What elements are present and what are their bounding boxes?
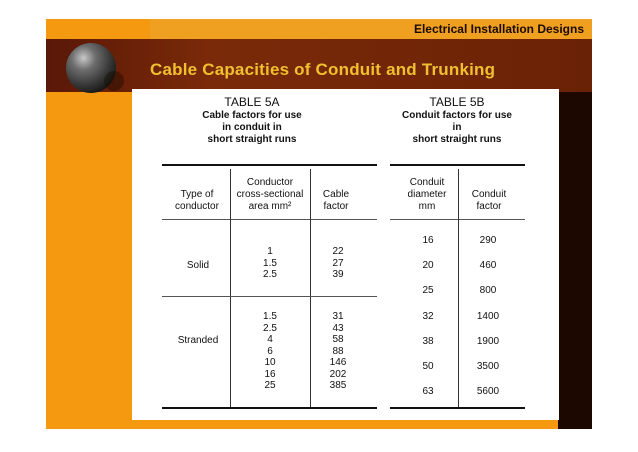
type-stranded: Stranded (177, 335, 219, 346)
conduit-factor-5: 1900 (476, 336, 500, 347)
conduit-factor-1: 290 (479, 235, 497, 246)
header-cable-factor-1: Cable (322, 189, 350, 200)
table-5a-title: TABLE 5A (224, 95, 280, 109)
stranded-factor-values (320, 311, 356, 392)
solid-factor-2: 27 (332, 257, 344, 269)
table-5b-bottom-rule (390, 407, 525, 409)
solid-factor-3: 39 (332, 269, 344, 280)
stranded-area-1: 1.5 (263, 311, 277, 322)
diameter-1: 16 (422, 235, 434, 246)
table-5a-bottom-rule (162, 407, 377, 409)
globe-shadow (104, 71, 124, 91)
stranded-factor-1: 31 (332, 311, 344, 322)
table-5b-top-rule (390, 164, 525, 166)
table-5b-subtitle-1: Conduit factors for use (401, 110, 512, 121)
stranded-factor-7: 385 (329, 380, 347, 391)
stranded-area-3: 4 (267, 334, 273, 345)
header-area-2: cross-sectional (236, 189, 304, 200)
table-5b-subtitle-3: short straight runs (412, 134, 502, 145)
header-diameter-1: Conduit (409, 177, 445, 188)
header-conduit-factor-1: Conduit (471, 189, 507, 200)
solid-area-values (252, 246, 288, 281)
stranded-area-6: 16 (264, 368, 276, 380)
header-cable-factor-2: factor (323, 201, 349, 212)
stranded-factor-5: 146 (329, 357, 347, 368)
diameter-7: 63 (422, 386, 434, 397)
header-diameter-2: diameter (407, 189, 447, 200)
table-5a-col-separator-1 (230, 169, 231, 407)
table-5a-col-separator-2 (310, 169, 311, 407)
header-title: Electrical Installation Designs (413, 22, 584, 36)
stranded-factor-6: 202 (329, 368, 347, 380)
stranded-factor-3: 58 (332, 334, 344, 345)
header-type-2: conductor (175, 201, 219, 212)
stranded-factor-2: 43 (332, 322, 344, 334)
table-5a-subtitle-1: Cable factors for use (202, 110, 302, 121)
stranded-area-4: 6 (267, 345, 273, 357)
header-diameter-3: mm (418, 201, 436, 212)
solid-factor-1: 22 (332, 246, 344, 257)
diameter-4: 32 (422, 311, 434, 322)
header-area-1: Conductor (246, 177, 294, 188)
type-solid: Solid (186, 260, 210, 271)
conduit-factor-6: 3500 (476, 361, 500, 372)
table-5a-subtitle-3: short straight runs (207, 134, 297, 145)
conduit-factor-3: 800 (479, 285, 497, 296)
diameter-2: 20 (422, 260, 434, 271)
stranded-area-2: 2.5 (263, 322, 277, 334)
diameter-5: 38 (422, 336, 434, 347)
stranded-area-7: 25 (264, 380, 276, 391)
solid-area-1: 1 (267, 246, 273, 257)
table-5b-col-separator (458, 169, 459, 407)
conduit-factor-4: 1400 (476, 311, 500, 322)
table-5b-title: TABLE 5B (429, 95, 485, 109)
stranded-factor-4: 88 (332, 345, 344, 357)
conduit-factor-7: 5600 (476, 386, 500, 397)
table-5a-header-rule (162, 219, 377, 220)
solid-area-3: 2.5 (263, 269, 277, 280)
diameter-3: 25 (422, 285, 434, 296)
stranded-area-5: 10 (264, 357, 276, 368)
table-panel (132, 89, 559, 420)
diameter-6: 50 (422, 361, 434, 372)
header-area-3: area mm² (248, 201, 292, 212)
table-5a-top-rule (162, 164, 377, 166)
header-conduit-factor-2: factor (476, 201, 502, 212)
header-bar (150, 19, 592, 40)
solid-area-2: 1.5 (263, 257, 277, 269)
table-5b-subtitle-2: in (452, 122, 462, 133)
stranded-area-values (252, 311, 288, 392)
right-dark-bar (558, 92, 592, 429)
slide-title: Cable Capacities of Conduit and Trunking (150, 60, 496, 79)
table-5a-subtitle-2: in conduit in (222, 122, 282, 133)
solid-factor-values (320, 246, 356, 281)
header-type-1: Type of (180, 189, 214, 200)
conduit-factor-2: 460 (479, 260, 497, 271)
group-divider (162, 296, 377, 297)
